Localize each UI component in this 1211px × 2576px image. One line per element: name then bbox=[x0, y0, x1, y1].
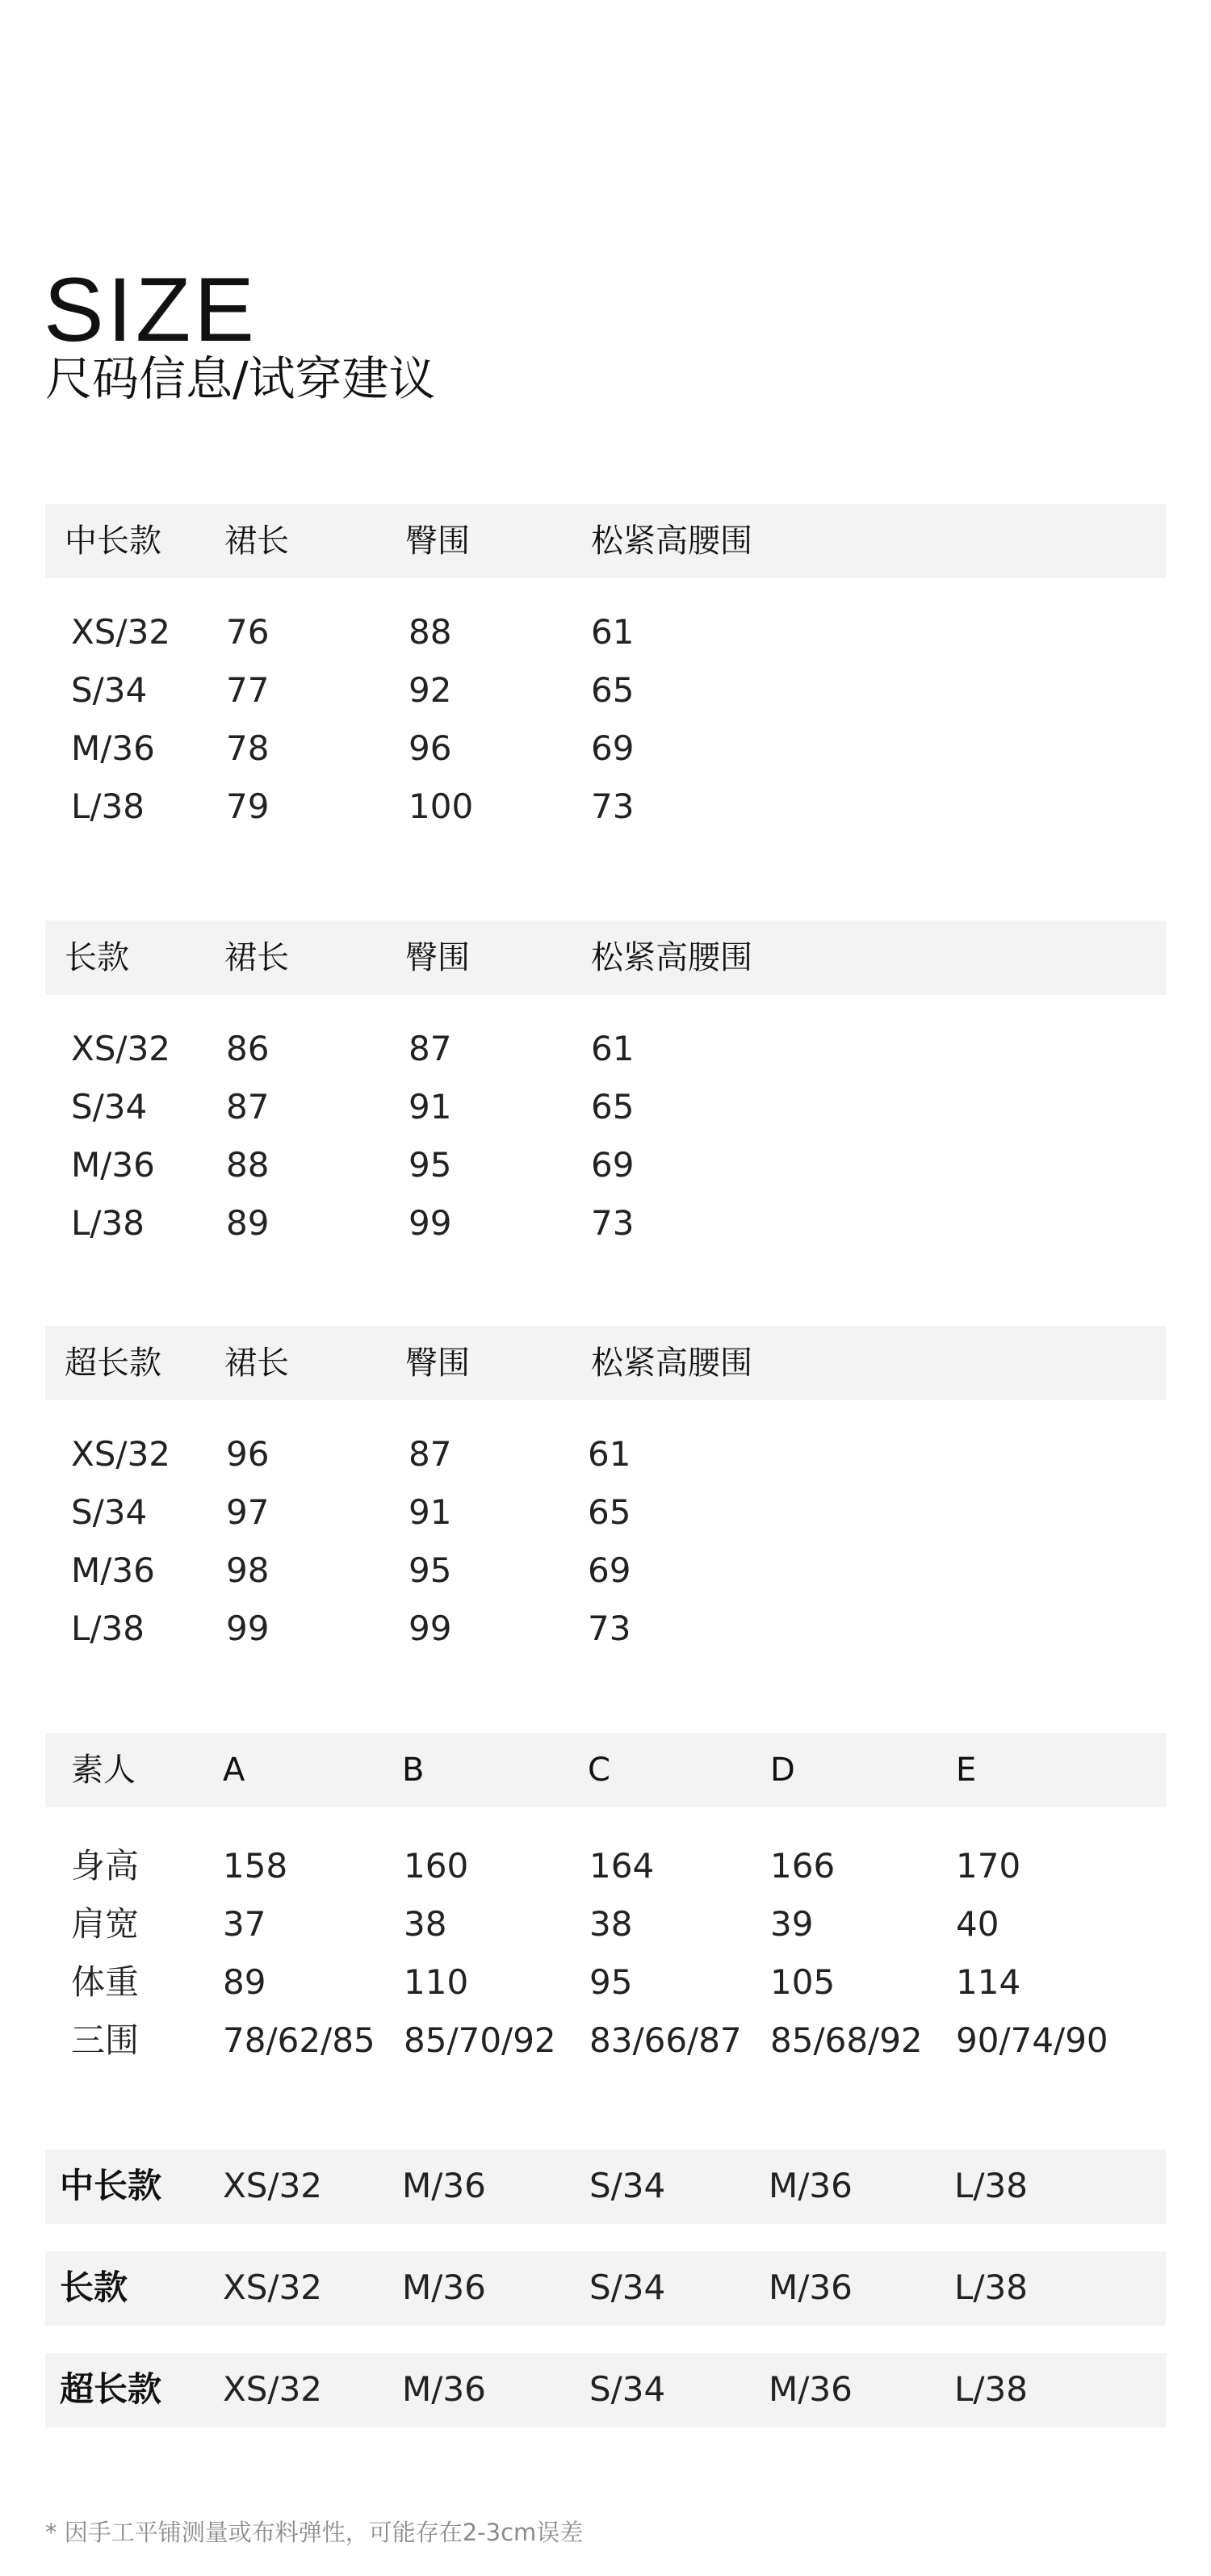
table-cell: 83/66/87 bbox=[589, 2020, 742, 2060]
table-cell: 99 bbox=[226, 1609, 270, 1648]
table-cell: 79 bbox=[226, 787, 270, 826]
table-cell: 158 bbox=[223, 1846, 288, 1886]
table-cell: 37 bbox=[223, 1904, 266, 1944]
table-cell: 69 bbox=[588, 1550, 631, 1590]
table-cell: 85/70/92 bbox=[404, 2020, 556, 2060]
header-length: 裙长 bbox=[224, 939, 289, 976]
table-cell: 98 bbox=[226, 1550, 270, 1590]
table-cell: 110 bbox=[404, 1962, 469, 2002]
table-cell: S/34 bbox=[71, 670, 148, 710]
table-cell: 87 bbox=[409, 1029, 452, 1068]
table-cell: 95 bbox=[409, 1145, 452, 1185]
table-cell: 99 bbox=[409, 1609, 452, 1648]
header-model-b: B bbox=[402, 1752, 425, 1789]
table-cell: XS/32 bbox=[71, 612, 171, 652]
header-length: 裙长 bbox=[224, 1345, 289, 1382]
table-cell: 99 bbox=[409, 1203, 452, 1243]
table-cell: 96 bbox=[409, 728, 452, 768]
table-cell: 91 bbox=[409, 1087, 452, 1126]
table-cell: 92 bbox=[409, 670, 452, 710]
header-hip: 臀围 bbox=[405, 1345, 470, 1382]
table-cell: 85/68/92 bbox=[770, 2020, 923, 2060]
header-style: 长款 bbox=[65, 939, 129, 976]
table-cell: 87 bbox=[409, 1434, 452, 1474]
table-cell: 105 bbox=[770, 1962, 836, 2002]
table-cell: 76 bbox=[226, 612, 270, 652]
header-model-d: D bbox=[770, 1752, 795, 1789]
table-cell: M/36 bbox=[71, 1145, 155, 1185]
table-cell: L/38 bbox=[71, 787, 145, 826]
page-title-en: SIZE bbox=[44, 259, 258, 360]
table-cell: 65 bbox=[588, 1492, 631, 1532]
table-cell: 90/74/90 bbox=[956, 2020, 1108, 2060]
header-style: 超长款 bbox=[65, 1345, 161, 1382]
table-cell: 100 bbox=[409, 787, 474, 826]
table-cell: 体重 bbox=[71, 1962, 140, 2002]
table-cell: L/38 bbox=[71, 1609, 145, 1648]
header-waist: 松紧高腰围 bbox=[591, 522, 752, 560]
table-cell: 88 bbox=[409, 612, 452, 652]
table-cell: 61 bbox=[591, 1029, 635, 1068]
table-cell: 38 bbox=[589, 1904, 633, 1944]
table-cell: 78 bbox=[226, 728, 270, 768]
recommend-size-a: XS/32 bbox=[223, 2268, 323, 2307]
recommend-size-c: S/34 bbox=[589, 2369, 666, 2409]
recommend-label: 长款 bbox=[60, 2268, 128, 2307]
recommend-size-e: L/38 bbox=[954, 2369, 1028, 2409]
header-style: 中长款 bbox=[65, 522, 161, 560]
table-cell: M/36 bbox=[71, 728, 155, 768]
table-cell: 77 bbox=[226, 670, 270, 710]
table-cell: L/38 bbox=[71, 1203, 145, 1243]
table-cell: 87 bbox=[226, 1087, 270, 1126]
table-cell: 170 bbox=[956, 1846, 1021, 1886]
table-cell: 69 bbox=[591, 1145, 635, 1185]
recommend-size-b: M/36 bbox=[402, 2166, 486, 2205]
table-cell: 61 bbox=[588, 1434, 631, 1474]
table-cell: 89 bbox=[226, 1203, 270, 1243]
page-title-cn: 尺码信息/试穿建议 bbox=[45, 351, 436, 406]
measurement-footnote: * 因手工平铺测量或布料弹性，可能存在2-3cm误差 bbox=[45, 2519, 584, 2546]
table-cell: 164 bbox=[589, 1846, 655, 1886]
recommend-size-d: M/36 bbox=[769, 2166, 853, 2205]
recommend-size-e: L/38 bbox=[954, 2268, 1028, 2307]
table-cell: 86 bbox=[226, 1029, 270, 1068]
table-cell: 40 bbox=[956, 1904, 999, 1944]
recommend-size-c: S/34 bbox=[589, 2268, 666, 2307]
recommend-size-e: L/38 bbox=[954, 2166, 1028, 2205]
recommend-size-b: M/36 bbox=[402, 2369, 486, 2409]
table-cell: 88 bbox=[226, 1145, 270, 1185]
recommend-size-a: XS/32 bbox=[223, 2166, 323, 2205]
table-cell: 78/62/85 bbox=[223, 2020, 375, 2060]
table-cell: 97 bbox=[226, 1492, 270, 1532]
header-length: 裙长 bbox=[224, 522, 289, 560]
table-cell: S/34 bbox=[71, 1492, 148, 1532]
recommend-size-d: M/36 bbox=[769, 2268, 853, 2307]
table-cell: XS/32 bbox=[71, 1434, 171, 1474]
header-waist: 松紧高腰围 bbox=[591, 1345, 752, 1382]
recommend-label: 中长款 bbox=[60, 2166, 162, 2205]
header-model-e: E bbox=[956, 1752, 977, 1789]
table-cell: 肩宽 bbox=[71, 1904, 140, 1944]
table-cell: 96 bbox=[226, 1434, 270, 1474]
recommend-size-c: S/34 bbox=[589, 2166, 666, 2205]
table-cell: 95 bbox=[589, 1962, 633, 2002]
header-model-c: C bbox=[588, 1752, 610, 1789]
table-cell: XS/32 bbox=[71, 1029, 171, 1068]
recommend-size-d: M/36 bbox=[769, 2369, 853, 2409]
table-cell: 160 bbox=[404, 1846, 469, 1886]
table-cell: 73 bbox=[588, 1609, 631, 1648]
table-cell: S/34 bbox=[71, 1087, 148, 1126]
table-cell: 38 bbox=[404, 1904, 447, 1944]
table-cell: 73 bbox=[591, 1203, 635, 1243]
table-cell: M/36 bbox=[71, 1550, 155, 1590]
header-model: 素人 bbox=[71, 1752, 136, 1789]
table-cell: 166 bbox=[770, 1846, 836, 1886]
table-cell: 身高 bbox=[71, 1846, 140, 1886]
recommend-size-b: M/36 bbox=[402, 2268, 486, 2307]
table-cell: 65 bbox=[591, 670, 635, 710]
table-cell: 61 bbox=[591, 612, 635, 652]
recommend-size-a: XS/32 bbox=[223, 2369, 323, 2409]
header-hip: 臀围 bbox=[405, 939, 470, 976]
table-cell: 91 bbox=[409, 1492, 452, 1532]
table-cell: 39 bbox=[770, 1904, 814, 1944]
table-cell: 69 bbox=[591, 728, 635, 768]
table-cell: 三围 bbox=[71, 2020, 140, 2060]
header-waist: 松紧高腰围 bbox=[591, 939, 752, 976]
table-cell: 89 bbox=[223, 1962, 266, 2002]
recommend-label: 超长款 bbox=[60, 2369, 162, 2409]
table-cell: 95 bbox=[409, 1550, 452, 1590]
table-cell: 73 bbox=[591, 787, 635, 826]
header-hip: 臀围 bbox=[405, 522, 470, 560]
table-cell: 65 bbox=[591, 1087, 635, 1126]
header-model-a: A bbox=[223, 1752, 245, 1789]
table-cell: 114 bbox=[956, 1962, 1021, 2002]
